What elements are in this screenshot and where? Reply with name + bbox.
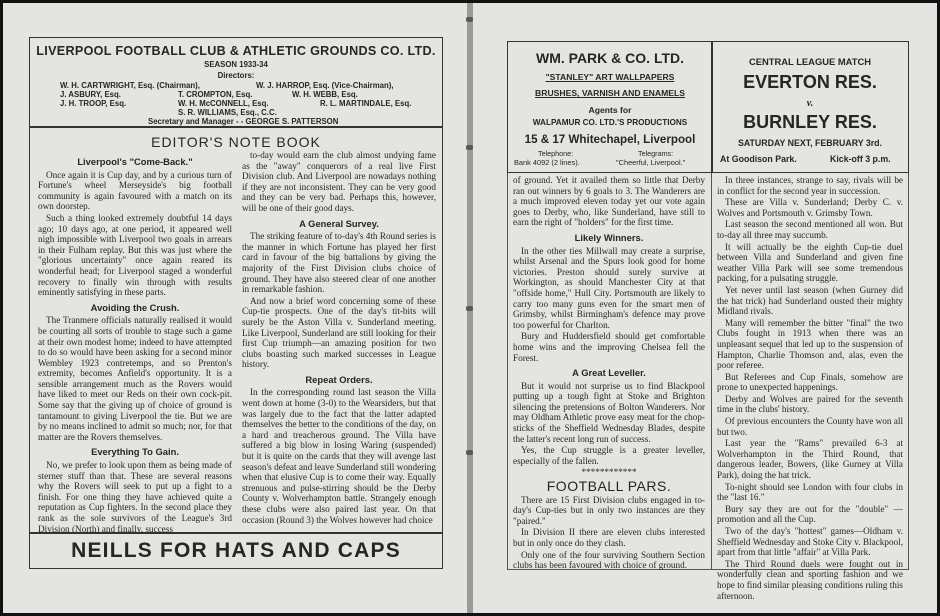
director-cartwright: W. H. CARTWRIGHT, Esq. (Chairman), <box>60 81 200 90</box>
column-subheading: Avoiding the Crush. <box>90 301 180 313</box>
pars-paragraph: Last year the "Rams" prevailed 6-3 at Wolverhampton in the Third Round, that dangerous leader, Bowers, (like Gurney at Villa Park), doing the hat trick. <box>717 438 903 481</box>
column-paragraph: Once again it is Cup day, and by a curious turn of Fortune's wheel Merseyside's big football community is again favoured with a match on its own doorstep. <box>38 169 232 212</box>
pars-paragraph: Derby and Wolves are paired for the seventh time in the clubs' history. <box>717 393 903 415</box>
match-date: SATURDAY NEXT, FEBRUARY 3rd. <box>737 138 883 148</box>
club-header-box <box>29 37 443 127</box>
pars-paragraph: Last season the second mentioned all won. But to-day all three may succumb. <box>717 219 903 240</box>
staple-upper <box>466 145 473 150</box>
football-pars-paragraph: Only one of the four surviving Southern Section clubs has been favoured with choice of ground. <box>513 549 705 571</box>
match-venue: At Goodison Park. <box>720 154 797 164</box>
secretary-line: Secretary and Manager - - GEORGE S. PATTERSON <box>148 117 339 126</box>
column-paragraph: In the other ties Millwall may create a surprise, whilst Arsenal and the Spurs look good for home victories. Preston should surely survive at Workington, as should Manchester City at that "offside home," Hull City. Portsmouth are likely to carry too many guns even for the smart men of Grimsby, whilst Birmingham's defence may prove too powerful for Charlton. <box>513 245 705 330</box>
wm-park-address: 15 & 17 Whitechapel, Liverpool <box>524 133 696 146</box>
wm-park-name: WM. PARK & CO. LTD. <box>535 50 685 66</box>
column-subheading: Liverpool's "Come-Back." <box>77 156 193 167</box>
left-page <box>3 3 467 613</box>
right-column-2 <box>717 175 903 601</box>
column-paragraph: Such a thing looked extremely doubtful 14 days ago; 10 days ago, at one period, it appeared well nigh impossible with Liverpool two goals in arrears in their Fulham replay. But this was just where the "glorious uncertainty" once again reared its wonderful head; for Liverpool staged a wonderful recovery to finally win through with results eminently satisfying in these parts. <box>38 212 232 298</box>
column-paragraph: In the corresponding round last season the Villa went down at home (3-0) to the Wearsiders, but that was largely due to the fact that the latter adapted themselves the better to the conditions of the day, on a hard and treacherous ground. The Villa have suffered a big blow in losing Waring (suspended) but it is quite on the cards that they will avenge last season's defeat and leave Sunderland still wondering when that elusive Cup is to come their way. Equally strenuous and pulse-stirring should be the Derby County v. Wolverhampton battle. Strangely enough these clubs were also paired last year. On that occasion (Round 3) the Wolves however had choice <box>242 387 436 525</box>
director-harrop: W. J. HARROP, Esq. (Vice-Chairman), <box>256 81 394 90</box>
right-page-centre-rule <box>711 173 712 569</box>
telegrams-address: "Cheerful, Liverpool." <box>616 158 686 167</box>
staple-bottom <box>466 450 473 455</box>
pars-paragraph: The Third Round duels were fought out in wonderfully clean and sporting fashion and we hope to find similar pleasing conditions ruling this afternoon. <box>717 558 903 601</box>
editors-note-title: EDITOR'S NOTE BOOK <box>151 134 321 150</box>
column-paragraph: Yes, the Cup struggle is a greater leveller, especially of the fallen. <box>513 445 705 466</box>
staple-lower <box>466 306 473 311</box>
director-troop: J. H. TROOP, Esq. <box>60 99 127 108</box>
column-paragraph: The striking feature of to-day's 4th Round series is the manner in which Fortune has played her first card in favour of the big battalions by giving the majority of the First Division clubs choice of ground. They have also steered clear of one another in remarkable fashion. <box>242 231 436 295</box>
football-pars-paragraph: In Division II there are eleven clubs interested but in only once do they clash. <box>513 527 705 548</box>
right-page <box>473 3 937 613</box>
telephone-number: Bank 4092 (2 lines). <box>514 158 580 167</box>
brushes-line: BRUSHES, VARNISH AND ENAMELS <box>535 88 685 98</box>
telegrams-label: Telegrams: <box>638 149 674 158</box>
telephone-label: Telephone: <box>538 149 574 158</box>
right-page-right-rule <box>908 173 909 569</box>
programme-spread <box>3 3 937 613</box>
home-team: EVERTON RES. <box>743 72 877 92</box>
football-pars-paragraph: There are 15 First Division clubs engaged in to-day's Cup-ties but in only two instances are they "paired." <box>513 494 705 526</box>
column-subheading: Repeat Orders. <box>305 373 373 385</box>
agents-label: Agents for <box>588 105 632 115</box>
central-league-heading: CENTRAL LEAGUE MATCH <box>748 56 872 67</box>
versus-label: v. <box>806 98 814 109</box>
column-paragraph: The Tranmere officials naturally realised it would be courting all sorts of trouble to stage such a game at their own modest home; indeed to have attempted to do so would have been asking for a second minor Wembley 1923 contretemps, and so Prenton's extremity, becomes Anfield's opportunity. It is a sensible arrangement much as the Rovers would have liked to meet our Reds on their own cock-pit. Some say that the giving up of choice of ground is tantamount to giving Liverpool the tie. But we are by no means inclined to admit so much; nor, for that matter are the Rovers themselves. <box>38 315 232 442</box>
column-paragraph: But it would not surprise us to find Blackpool putting up a tough fight at Stoke and Brighton silencing the pretensions of Bolton Wanderers. Nor may Oldham Athletic prove easy meat for the chop-sticks of the Sheffield Wednesday Blades, despite the latter's recent long run of success. <box>513 380 705 444</box>
pars-paragraph: In three instances, strange to say, rivals will be in conflict for the second year in succession. <box>717 175 903 196</box>
right-page-left-rule <box>507 173 508 569</box>
editors-note-box <box>29 127 443 533</box>
neills-ad-box <box>29 533 443 569</box>
editors-column-2 <box>242 150 436 528</box>
column-paragraph: of ground. Yet it availed them so little that Derby ran out winners by 6 goals to 3. The Wanderers are a much improved eleven today yet our vote again goes to Derby, who, like Sunderland, have still to earn the right of "holders" for the first time. <box>513 175 705 228</box>
pars-paragraph: Of previous encounters the County have won all but two. <box>717 416 903 437</box>
column-subheading: A Great Leveller. <box>572 367 646 379</box>
pars-paragraph: Two of the day's "hottest" games—Oldham v. Sheffield Wednesday and Stoke City v. Blackpool, apart from that little "affair" at Villa Park. <box>717 526 903 558</box>
central-league-ad <box>711 41 909 173</box>
staple-top <box>466 17 473 22</box>
director-williams: S. R. WILLIAMS, Esq., C.C. <box>178 108 277 117</box>
season-label: SEASON 1933-34 <box>204 60 268 69</box>
director-asbury: J. ASBURY, Esq. <box>60 90 121 99</box>
club-title: LIVERPOOL FOOTBALL CLUB & ATHLETIC GROUNDS CO. LTD. <box>36 44 436 58</box>
stanley-wallpapers: "STANLEY" ART WALLPAPERS <box>545 72 675 82</box>
walpamur-line: WALPAMUR CO. LTD.'S PRODUCTIONS <box>532 118 688 127</box>
neills-ad-text: NEILLS FOR HATS AND CAPS <box>71 539 401 562</box>
director-martindale: R. L. MARTINDALE, Esq. <box>320 99 412 108</box>
pars-paragraph: But Referees and Cup Finals, somehow are prone to unexpected happenings. <box>717 371 903 393</box>
column-paragraph: to-day would earn the club almost undying fame as the "away" conquerors of a real live First Division club. And Liverpool are nowadays nothing if they are not inconsistent. They can be very good and they can be very bad. Perhaps this, however, will be one of their good days. <box>242 150 436 213</box>
pars-paragraph: It will actually be the eighth Cup-tie duel between Villa and Sunderland and given fine weather Villa Park will see some tremendous packing, for a pulsating struggle. <box>717 241 903 284</box>
pars-paragraph: Yet never until last season (when Gurney did the hat trick) had Sunderland ousted their mighty Midland rivals. <box>717 284 903 317</box>
director-crompton: T. CROMPTON, Esq. <box>178 90 253 99</box>
director-mcconnell: W. H. McCONNELL, Esq. <box>178 99 269 108</box>
wm-park-ad <box>507 41 713 173</box>
pars-paragraph: To-night should see London with four clubs in the "last 16." <box>717 481 903 503</box>
pars-paragraph: These are Villa v. Sunderland; Derby C. v. Wolves and Portsmouth v. Grimsby Town. <box>717 197 903 218</box>
column-subheading: A General Survey. <box>299 217 379 229</box>
directors-label: Directors: <box>217 71 255 80</box>
director-webb: W. H. WEBB, Esq. <box>292 90 358 99</box>
column-subheading: Likely Winners. <box>574 231 644 243</box>
column-paragraph: No, we prefer to look upon them as being made of sterner stuff than that. These are several reasons why the Rovers will seek to put up a fight to a finish. For one thing they have achieved quite a reputation as Cup fighters. In the second place they rank as the sole survivors of the League's 3rd Division (North) and finally, success <box>38 460 232 534</box>
football-pars-title: FOOTBALL PARS. <box>546 478 672 495</box>
pars-paragraph: Bury say they are out for the "double" —promotion and all the Cup. <box>717 503 903 525</box>
kick-off-time: Kick-off 3 p.m. <box>830 154 891 164</box>
column-paragraph: And now a brief word concerning some of these Cup-tie prospects. One of the day's tit-bits will surely be the Aston Villa v. Sunderland meeting. Like Liverpool, Sunderland are still looking for their first Cup triumph—an amazing position for two clubs boasting such marked successes in League history. <box>242 295 436 370</box>
away-team: BURNLEY RES. <box>743 112 877 132</box>
ornament-divider: ************ <box>581 467 637 478</box>
column-paragraph: Bury and Huddersfield should get comfortable home wins and the improving Chelsea fell the Forest. <box>513 331 705 363</box>
column-subheading: Everything To Gain. <box>91 446 179 458</box>
editors-column-1 <box>38 152 232 534</box>
pars-paragraph: Many will remember the bitter "final" the two Clubs fought in 1913 when there was an unpleasant sequel that led up to the suspension of Hampton, Charlie Thomson and, alas, even the poor referee. <box>717 317 903 371</box>
right-column-1 <box>513 175 705 571</box>
